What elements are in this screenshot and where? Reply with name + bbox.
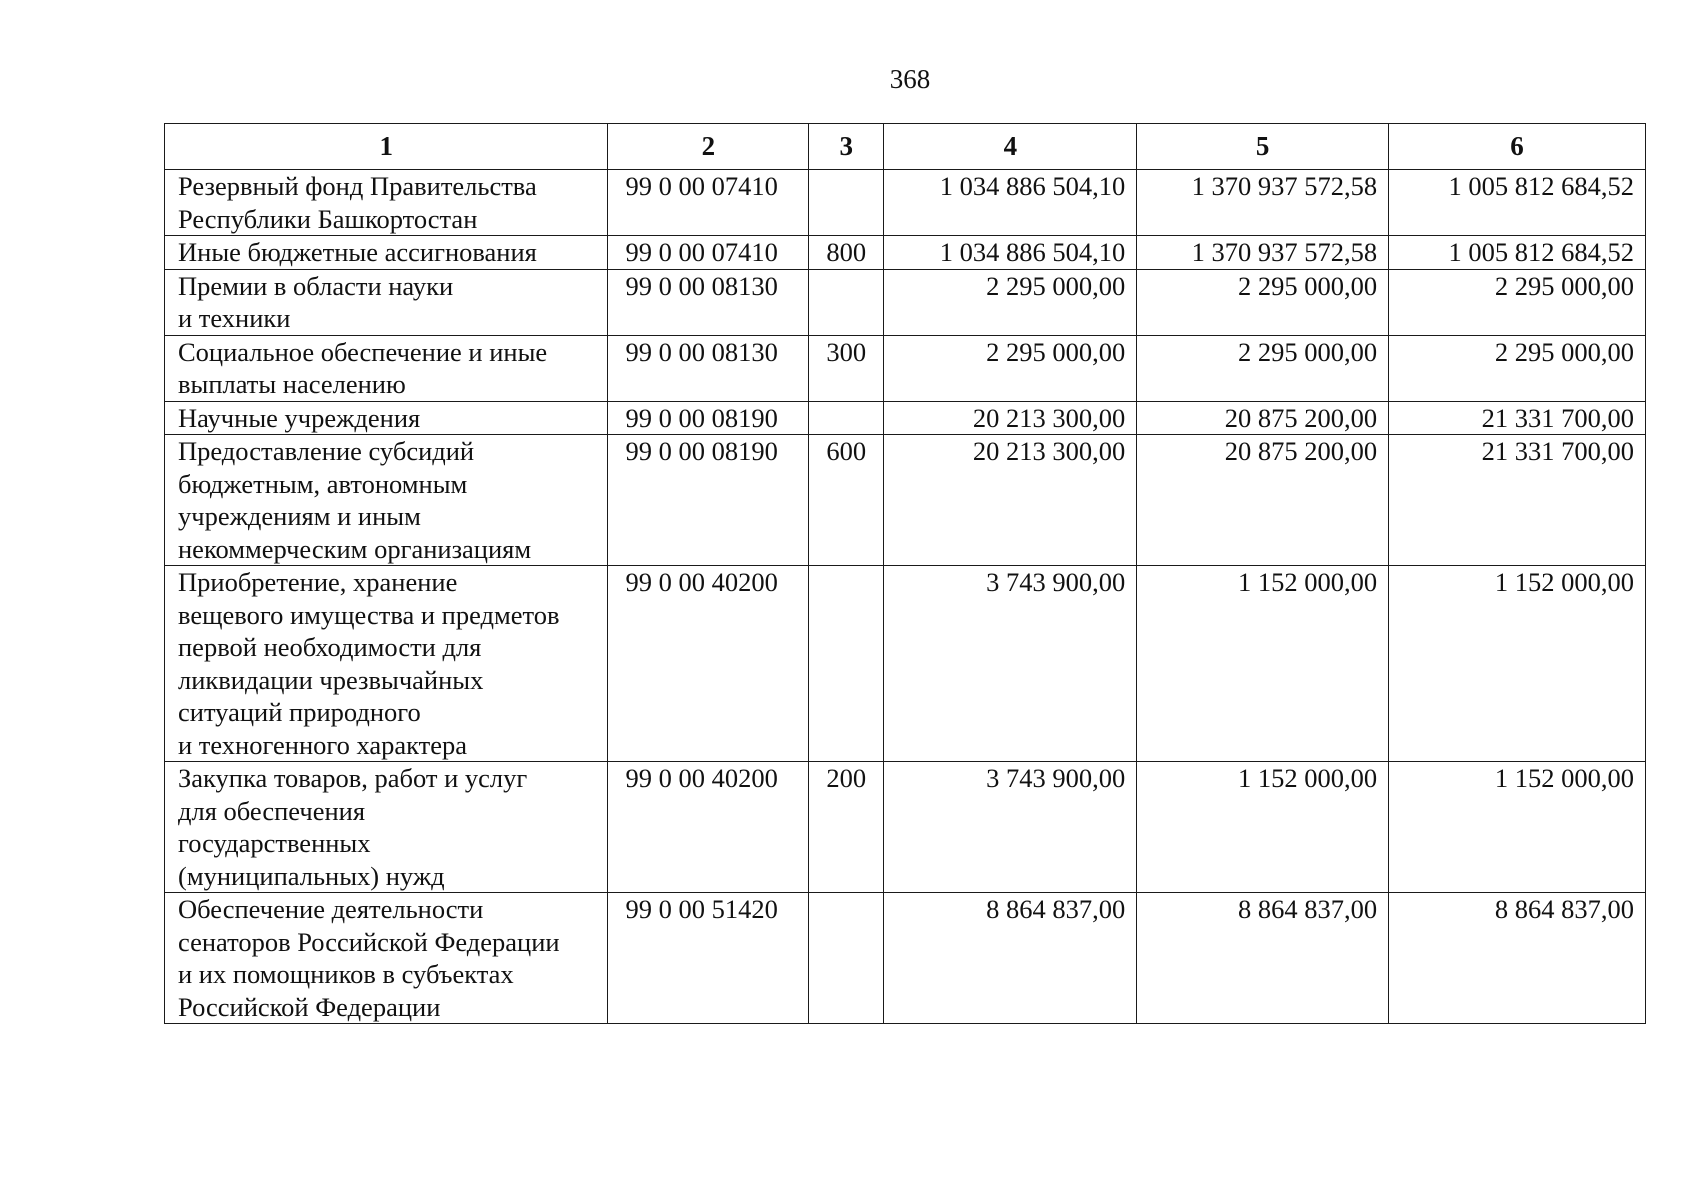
row-expense-type: 600 (809, 435, 884, 566)
table-row (165, 762, 1646, 893)
row-name: Научные учреждения (165, 401, 608, 435)
row-value-3: 2 295 000,00 (1389, 335, 1646, 401)
row-value-2: 1 370 937 572,58 (1137, 236, 1389, 270)
row-name: Социальное обеспечение и иные выплаты населению (165, 335, 608, 401)
row-value-1: 8 864 837,00 (884, 893, 1137, 1024)
budget-table (164, 123, 1646, 1024)
row-value-1: 2 295 000,00 (884, 269, 1137, 335)
row-value-1: 20 213 300,00 (884, 401, 1137, 435)
row-value-3: 21 331 700,00 (1389, 401, 1646, 435)
row-value-1: 20 213 300,00 (884, 435, 1137, 566)
row-value-2: 8 864 837,00 (1137, 893, 1389, 1024)
row-value-1: 1 034 886 504,10 (884, 170, 1137, 236)
row-name: Предоставление субсидий бюджетным, автономным учреждениям и иным некоммерческим организациям (165, 435, 608, 566)
row-code: 99 0 00 40200 (608, 762, 809, 893)
row-name: Обеспечение деятельности сенаторов Российской Федерации и их помощников в субъектах Российской Федерации (165, 893, 608, 1024)
row-expense-type (809, 269, 884, 335)
row-value-2: 1 152 000,00 (1137, 566, 1389, 762)
table-row (165, 435, 1646, 566)
row-name: Приобретение, хранение вещевого имущества и предметов первой необходимости для ликвидации чрезвычайных ситуаций природного и техногенного характера (165, 566, 608, 762)
row-expense-type (809, 893, 884, 1024)
row-value-2: 1 370 937 572,58 (1137, 170, 1389, 236)
table-row (165, 893, 1646, 1024)
table-row (165, 335, 1646, 401)
column-header: 2 (608, 124, 809, 170)
row-value-3: 8 864 837,00 (1389, 893, 1646, 1024)
row-value-1: 2 295 000,00 (884, 335, 1137, 401)
row-code: 99 0 00 08130 (608, 335, 809, 401)
row-code: 99 0 00 51420 (608, 893, 809, 1024)
column-header: 1 (165, 124, 608, 170)
column-header: 5 (1137, 124, 1389, 170)
row-code: 99 0 00 07410 (608, 170, 809, 236)
row-expense-type (809, 401, 884, 435)
row-value-3: 1 152 000,00 (1389, 762, 1646, 893)
table-row (165, 269, 1646, 335)
row-expense-type: 200 (809, 762, 884, 893)
row-value-2: 2 295 000,00 (1137, 335, 1389, 401)
row-value-3: 1 152 000,00 (1389, 566, 1646, 762)
row-expense-type: 300 (809, 335, 884, 401)
column-header: 4 (884, 124, 1137, 170)
row-value-3: 1 005 812 684,52 (1389, 236, 1646, 270)
row-value-3: 1 005 812 684,52 (1389, 170, 1646, 236)
row-value-3: 2 295 000,00 (1389, 269, 1646, 335)
row-value-2: 1 152 000,00 (1137, 762, 1389, 893)
row-value-1: 3 743 900,00 (884, 566, 1137, 762)
table-row (165, 236, 1646, 270)
page-number: 368 (889, 64, 931, 94)
row-name: Премии в области науки и техники (165, 269, 608, 335)
row-expense-type: 800 (809, 236, 884, 270)
row-name: Закупка товаров, работ и услуг для обеспечения государственных (муниципальных) нужд (165, 762, 608, 893)
column-header: 6 (1389, 124, 1646, 170)
row-value-2: 20 875 200,00 (1137, 435, 1389, 566)
row-code: 99 0 00 08190 (608, 435, 809, 566)
row-name: Резервный фонд Правительства Республики Башкортостан (165, 170, 608, 236)
row-value-2: 20 875 200,00 (1137, 401, 1389, 435)
row-name: Иные бюджетные ассигнования (165, 236, 608, 270)
row-value-2: 2 295 000,00 (1137, 269, 1389, 335)
row-value-1: 1 034 886 504,10 (884, 236, 1137, 270)
row-code: 99 0 00 08190 (608, 401, 809, 435)
row-expense-type (809, 566, 884, 762)
row-code: 99 0 00 40200 (608, 566, 809, 762)
column-header: 3 (809, 124, 884, 170)
table-row (165, 170, 1646, 236)
table-row (165, 401, 1646, 435)
row-code: 99 0 00 08130 (608, 269, 809, 335)
row-value-3: 21 331 700,00 (1389, 435, 1646, 566)
table-header-row (165, 124, 1646, 170)
table-row (165, 566, 1646, 762)
row-expense-type (809, 170, 884, 236)
row-value-1: 3 743 900,00 (884, 762, 1137, 893)
row-code: 99 0 00 07410 (608, 236, 809, 270)
